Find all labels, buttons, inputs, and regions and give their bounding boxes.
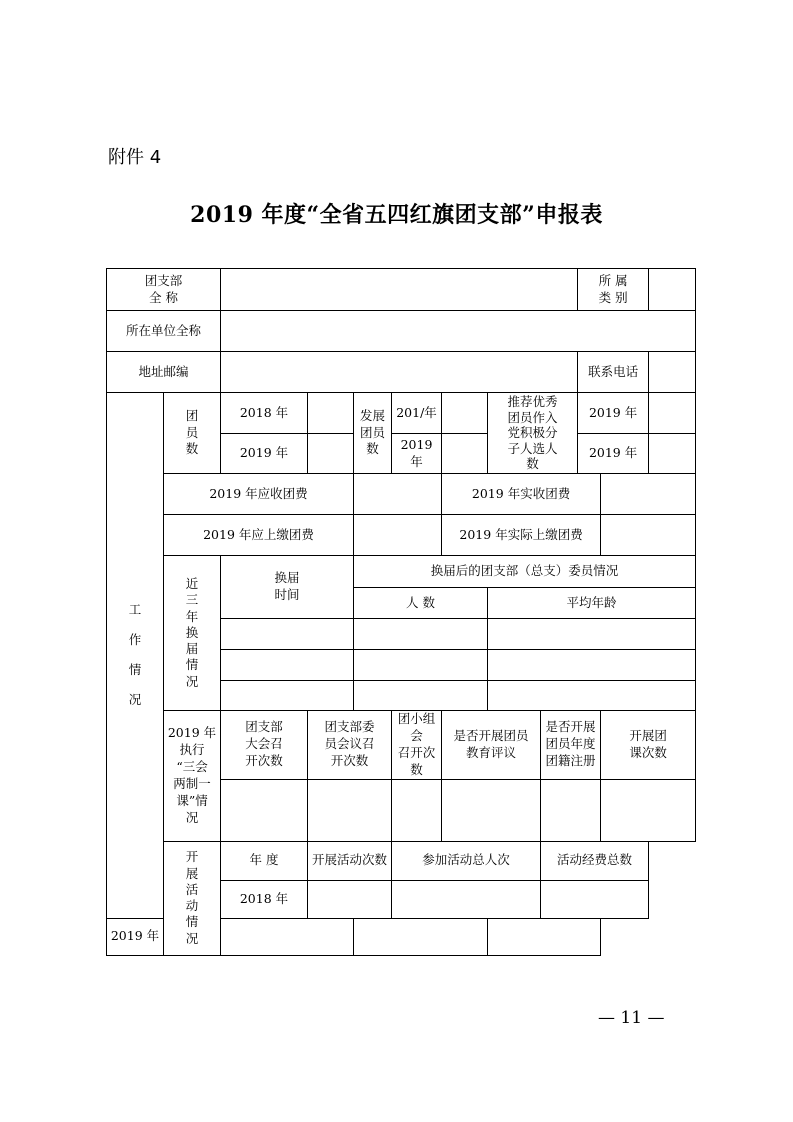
fees-due-label: 2019 年应收团费 [164,474,354,515]
sanhui-col-group-label: 团小组会 召开次数 [392,711,442,780]
sanhui-committee-field[interactable] [308,779,392,841]
phone-field[interactable] [649,352,696,393]
activity-count-label: 开展活动次数 [308,841,392,880]
members-2018-field[interactable] [308,393,354,434]
developed-201x-label: 201/年 [392,393,442,434]
activity-2018-count-field[interactable] [308,880,392,918]
members-2019-label: 2019 年 [221,434,308,474]
activity-year-label: 年 度 [221,841,308,880]
recommended-2019-b-field[interactable] [649,434,696,474]
sanhui-registration-field[interactable] [541,779,601,841]
activities-label: 开展活动情况 [164,841,221,955]
category-label: 所 属 类 别 [578,269,649,311]
avg-age-field[interactable] [488,681,696,711]
funding-label: 活动经费总数 [541,841,649,880]
headcount-field[interactable] [354,619,488,650]
activity-2019-funding-field[interactable] [488,918,601,955]
sanhui-lecture-field[interactable] [601,779,696,841]
recommended-2019-b-label: 2019 年 [578,434,649,474]
sanhui-congress-field[interactable] [221,779,308,841]
fees-due-field[interactable] [354,474,442,515]
sanhui-evaluation-field[interactable] [442,779,541,841]
participants-label: 参加活动总人次 [392,841,541,880]
fees-collected-label: 2019 年实收团费 [442,474,601,515]
sanhui-group-field[interactable] [392,779,442,841]
activity-2018-participants-field[interactable] [392,880,541,918]
recommended-2019-a-field[interactable] [649,393,696,434]
sanhui-col-registration-label: 是否开展 团员年度 团籍注册 [541,711,601,780]
recommended-label: 推荐优秀团员作入党积极分子人选人数 [488,393,578,474]
headcount-field[interactable] [354,650,488,681]
sanhui-label: 2019 年 执行 “三会 两制一 课”情 况 [164,711,221,842]
election-time-field[interactable] [221,619,354,650]
fees-submitted-field[interactable] [601,515,696,556]
sanhui-col-evaluation-label: 是否开展团员 教育评议 [442,711,541,780]
page-title: 2019 年度“全省五四红旗团支部”申报表 [190,202,603,228]
sanhui-col-lecture-label: 开展团 课次数 [601,711,696,780]
activity-2019-count-field[interactable] [221,918,354,955]
attachment-label: 附件 4 [108,147,162,168]
unit-full-name-field[interactable] [221,311,696,352]
address-zip-label: 地址邮编 [107,352,221,393]
branch-full-name-label: 团支部 全 称 [107,269,221,311]
sanhui-col-committee-label: 团支部委 员会议召 开次数 [308,711,392,780]
category-field[interactable] [649,269,696,311]
developed-2019-field[interactable] [442,434,488,474]
avg-age-label: 平均年龄 [488,588,696,619]
members-2019-field[interactable] [308,434,354,474]
activity-2019-label: 2019 年 [107,918,164,955]
avg-age-field[interactable] [488,619,696,650]
avg-age-field[interactable] [488,650,696,681]
branch-full-name-field[interactable] [221,269,578,311]
page-number: — 11 — [598,1008,665,1028]
phone-label: 联系电话 [578,352,649,393]
headcount-field[interactable] [354,681,488,711]
election-time-label: 换届 时间 [221,556,354,619]
work-status-label: 工作情况 [107,393,164,919]
activity-2018-label: 2018 年 [221,880,308,918]
headcount-label: 人 数 [354,588,488,619]
application-form-table [106,268,696,956]
sanhui-col-congress-label: 团支部 大会召 开次数 [221,711,308,780]
members-2018-label: 2018 年 [221,393,308,434]
recommended-2019-a-label: 2019 年 [578,393,649,434]
election-label: 近三年换届情况 [164,556,221,711]
developed-201x-field[interactable] [442,393,488,434]
developed-members-label: 发展团员数 [354,393,392,474]
election-time-field[interactable] [221,650,354,681]
fees-to-submit-field[interactable] [354,515,442,556]
activity-2019-participants-field[interactable] [354,918,488,955]
unit-full-name-label: 所在单位全称 [107,311,221,352]
fees-submitted-label: 2019 年实际上缴团费 [442,515,601,556]
fees-collected-field[interactable] [601,474,696,515]
fees-to-submit-label: 2019 年应上缴团费 [164,515,354,556]
post-election-label: 换届后的团支部（总支）委员情况 [354,556,696,588]
election-time-field[interactable] [221,681,354,711]
address-zip-field[interactable] [221,352,578,393]
members-label: 团员数 [164,393,221,474]
developed-2019-label: 2019 年 [392,434,442,474]
activity-2018-funding-field[interactable] [541,880,649,918]
